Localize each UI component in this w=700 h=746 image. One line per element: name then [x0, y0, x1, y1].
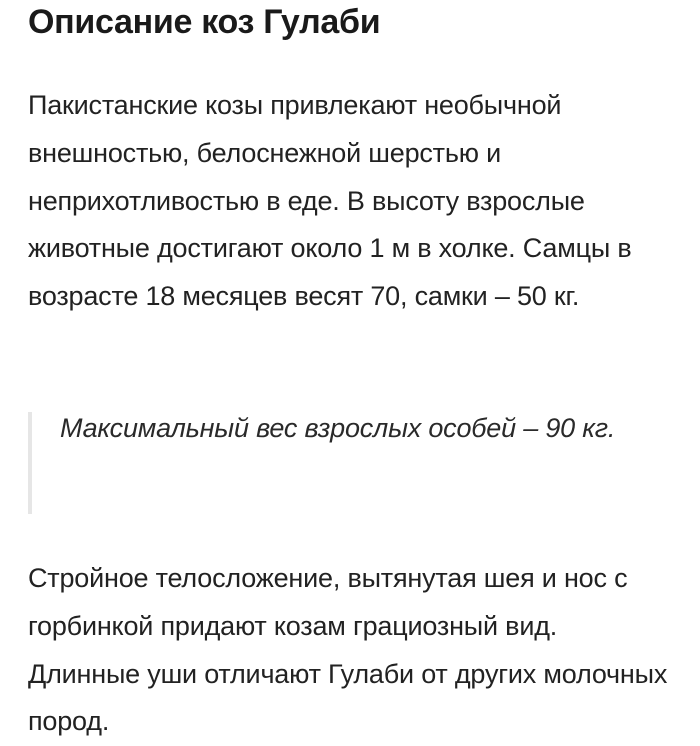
blockquote	[28, 412, 668, 514]
blockquote-text: Максимальный вес взрослых особей – 90 кг.	[60, 413, 616, 443]
section-heading: Описание коз Гулаби	[28, 3, 381, 41]
paragraph-description: Пакистанские козы привлекают необычной внешностью, белоснежной шерстью и неприхотливостью в еде. В высоту взрослые животные достигают около 1 м в холке. Самцы в возрасте 18 месяцев весят 70, самки – 50 кг.	[28, 90, 632, 312]
paragraph-appearance: Стройное телосложение, вытянутая шея и нос с горбинкой придают козам грациозный вид. Длинные уши отличают Гулаби от других молочных пород.	[28, 563, 668, 737]
